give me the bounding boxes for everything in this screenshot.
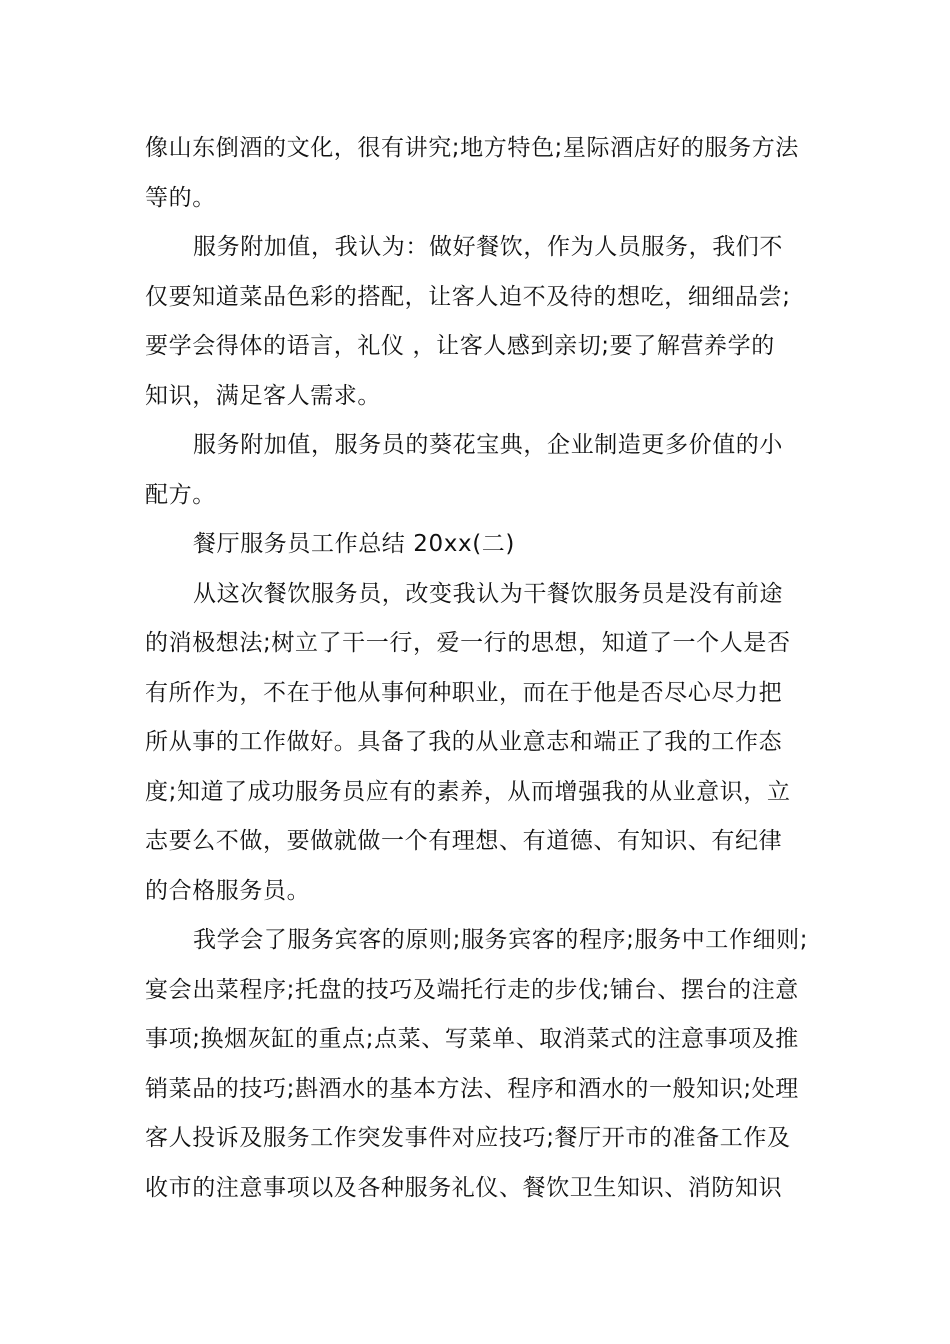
text-line: 所从事的工作做好。具备了我的从业意志和端正了我的工作态 (145, 729, 783, 755)
text-line: 知识，满足客人需求。 (145, 382, 381, 409)
text-line: 事项;换烟灰缸的重点;点菜、写菜单、取消菜式的注意事项及推 (145, 1026, 799, 1052)
document-body (145, 124, 815, 1213)
text-line: 仅要知道菜品色彩的搭配，让客人迫不及待的想吃，细细品尝; (145, 283, 791, 310)
section-title: 餐厅服务员工作总结 20xx(二) (193, 531, 515, 557)
text-line: 志要么不做，要做就做一个有理想、有道德、有知识、有纪律 (145, 828, 783, 854)
text-line: 宴会出菜程序;托盘的技巧及端托行走的步伐;铺台、摆台的注意 (145, 976, 799, 1003)
text-line: 有所作为，不在于他从事何种职业，而在于他是否尽心尽力把 (145, 679, 783, 706)
text-line: 的合格服务员。 (145, 877, 311, 904)
text-line: 配方。 (145, 481, 216, 508)
text-line: 收市的注意事项以及各种服务礼仪、餐饮卫生知识、消防知识 (145, 1174, 783, 1201)
text-line: 从这次餐饮服务员，改变我认为干餐饮服务员是没有前途 (193, 580, 783, 607)
text-line: 客人投诉及服务工作突发事件对应技巧;餐厅开市的准备工作及 (145, 1125, 791, 1151)
text-line: 要学会得体的语言，礼仪 ，让客人感到亲切;要了解营养学的 (145, 333, 775, 359)
text-line: 我学会了服务宾客的原则;服务宾客的程序;服务中工作细则; (193, 927, 809, 953)
text-line: 度;知道了成功服务员应有的素养，从而增强我的从业意识，立 (145, 778, 791, 805)
text-line: 像山东倒酒的文化，很有讲究;地方特色;星际酒店好的服务方法 (145, 135, 799, 161)
text-line: 服务附加值，我认为：做好餐饮，作为人员服务，我们不 (193, 234, 783, 260)
text-line: 的消极想法;树立了干一行，爱一行的思想，知道了一个人是否 (145, 630, 791, 656)
text-line: 等的。 (145, 184, 216, 211)
text-line: 销菜品的技巧;斟酒水的基本方法、程序和酒水的一般知识;处理 (145, 1075, 799, 1102)
text-line: 服务附加值，服务员的葵花宝典，企业制造更多价值的小 (193, 432, 783, 458)
